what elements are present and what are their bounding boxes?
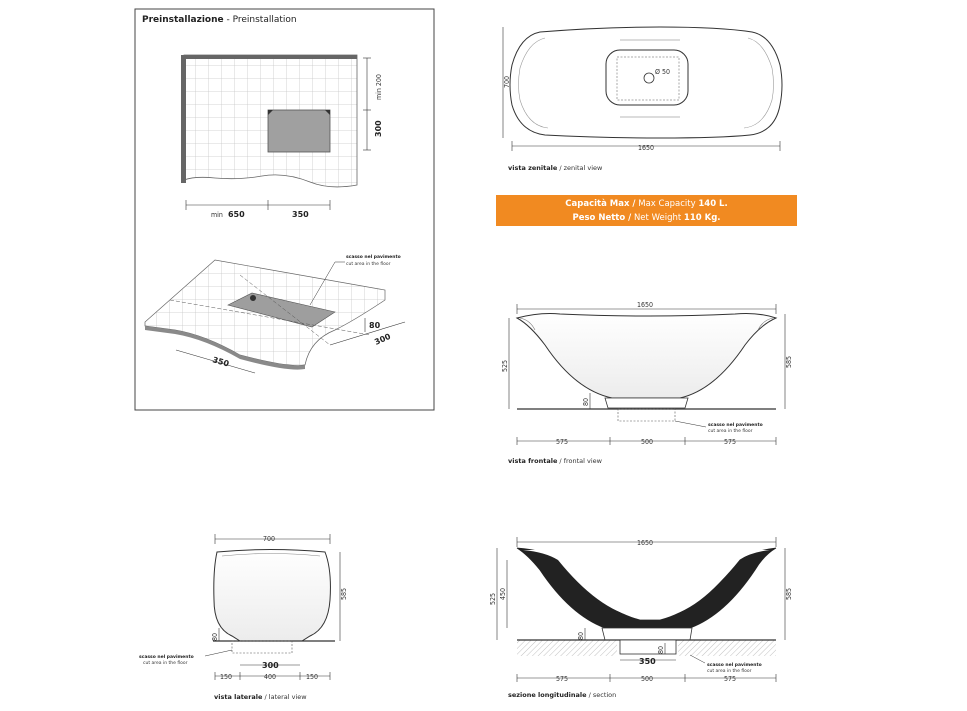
weight-line: Peso Netto / Net Weight 110 Kg. bbox=[572, 213, 721, 223]
section-h-inner: 450 bbox=[499, 587, 507, 600]
dim-350-plan: 350 bbox=[292, 210, 309, 219]
section-view bbox=[489, 537, 793, 699]
section-foot-dim: 80 bbox=[577, 631, 585, 640]
dim-300-plan: 300 bbox=[374, 120, 383, 137]
front-height-right: 585 bbox=[785, 355, 793, 368]
preinstall-title: Preinstallazione - Preinstallation bbox=[142, 15, 297, 25]
section-seg-right: 575 bbox=[724, 675, 737, 683]
section-h-outer: 525 bbox=[489, 592, 497, 605]
lateral-caption: vista laterale / lateral view bbox=[214, 693, 307, 701]
frontal-caption: vista frontale / frontal view bbox=[508, 457, 602, 465]
section-cut-dim: 350 bbox=[639, 657, 656, 666]
side-cut-dim: 300 bbox=[262, 661, 279, 670]
zenital-view bbox=[503, 27, 782, 172]
top-depth-dim: 700 bbox=[503, 75, 511, 88]
side-seg-b: 400 bbox=[264, 673, 277, 681]
dim-min650: min 650 bbox=[211, 210, 245, 219]
section-cut-label: scasso nel pavimento bbox=[707, 663, 762, 668]
front-cut-label-en: cut area in the floor bbox=[708, 429, 753, 434]
front-foot-dim: 80 bbox=[582, 397, 590, 406]
iso-dim-350: 350 bbox=[211, 355, 230, 369]
section-seg-left: 575 bbox=[556, 675, 569, 683]
side-cut-label: scasso nel pavimento bbox=[139, 655, 194, 660]
iso-cut-label: scasso nel pavimento bbox=[346, 255, 401, 260]
frontal-view bbox=[501, 301, 793, 465]
section-cut-label-en: cut area in the floor bbox=[707, 669, 752, 674]
section-seg-mid: 500 bbox=[641, 675, 654, 683]
preinstallation-panel bbox=[135, 9, 434, 410]
floor-recess bbox=[268, 110, 330, 152]
side-seg-c: 150 bbox=[306, 673, 319, 681]
section-h-right: 585 bbox=[785, 587, 793, 600]
drain-diameter: Ø 50 bbox=[655, 68, 670, 76]
section-foot2-dim: 80 bbox=[657, 645, 665, 654]
section-width-dim: 1650 bbox=[637, 539, 654, 547]
iso-dim-300: 300 bbox=[373, 331, 393, 347]
capacity-line: Capacità Max / Max Capacity 140 L. bbox=[565, 199, 728, 209]
top-width-dim: 1650 bbox=[638, 144, 655, 152]
front-width-dim: 1650 bbox=[637, 301, 654, 309]
side-width-dim: 700 bbox=[263, 535, 276, 543]
wall bbox=[181, 55, 186, 183]
side-foot-dim: 80 bbox=[211, 632, 219, 641]
front-seg-mid: 500 bbox=[641, 438, 654, 446]
side-cut-label-en: cut area in the floor bbox=[143, 661, 188, 666]
section-caption: sezione longitudinale / section bbox=[508, 691, 617, 699]
zenital-caption: vista zenitale / zenital view bbox=[508, 164, 603, 172]
floor-isometric-view bbox=[145, 254, 405, 373]
iso-dim-80: 80 bbox=[369, 321, 381, 330]
side-seg-a: 150 bbox=[220, 673, 233, 681]
front-cut-label: scasso nel pavimento bbox=[708, 423, 763, 428]
iso-cut-label-en: cut area in the floor bbox=[346, 262, 391, 267]
dim-min200: min 200 bbox=[375, 74, 383, 100]
front-seg-left: 575 bbox=[556, 438, 569, 446]
lateral-view bbox=[139, 534, 348, 701]
front-seg-right: 575 bbox=[724, 438, 737, 446]
side-height-dim: 585 bbox=[340, 587, 348, 600]
front-height-left: 525 bbox=[501, 359, 509, 372]
wall bbox=[181, 55, 357, 59]
floor-plan-view bbox=[181, 55, 383, 221]
capacity-banner bbox=[496, 195, 797, 226]
